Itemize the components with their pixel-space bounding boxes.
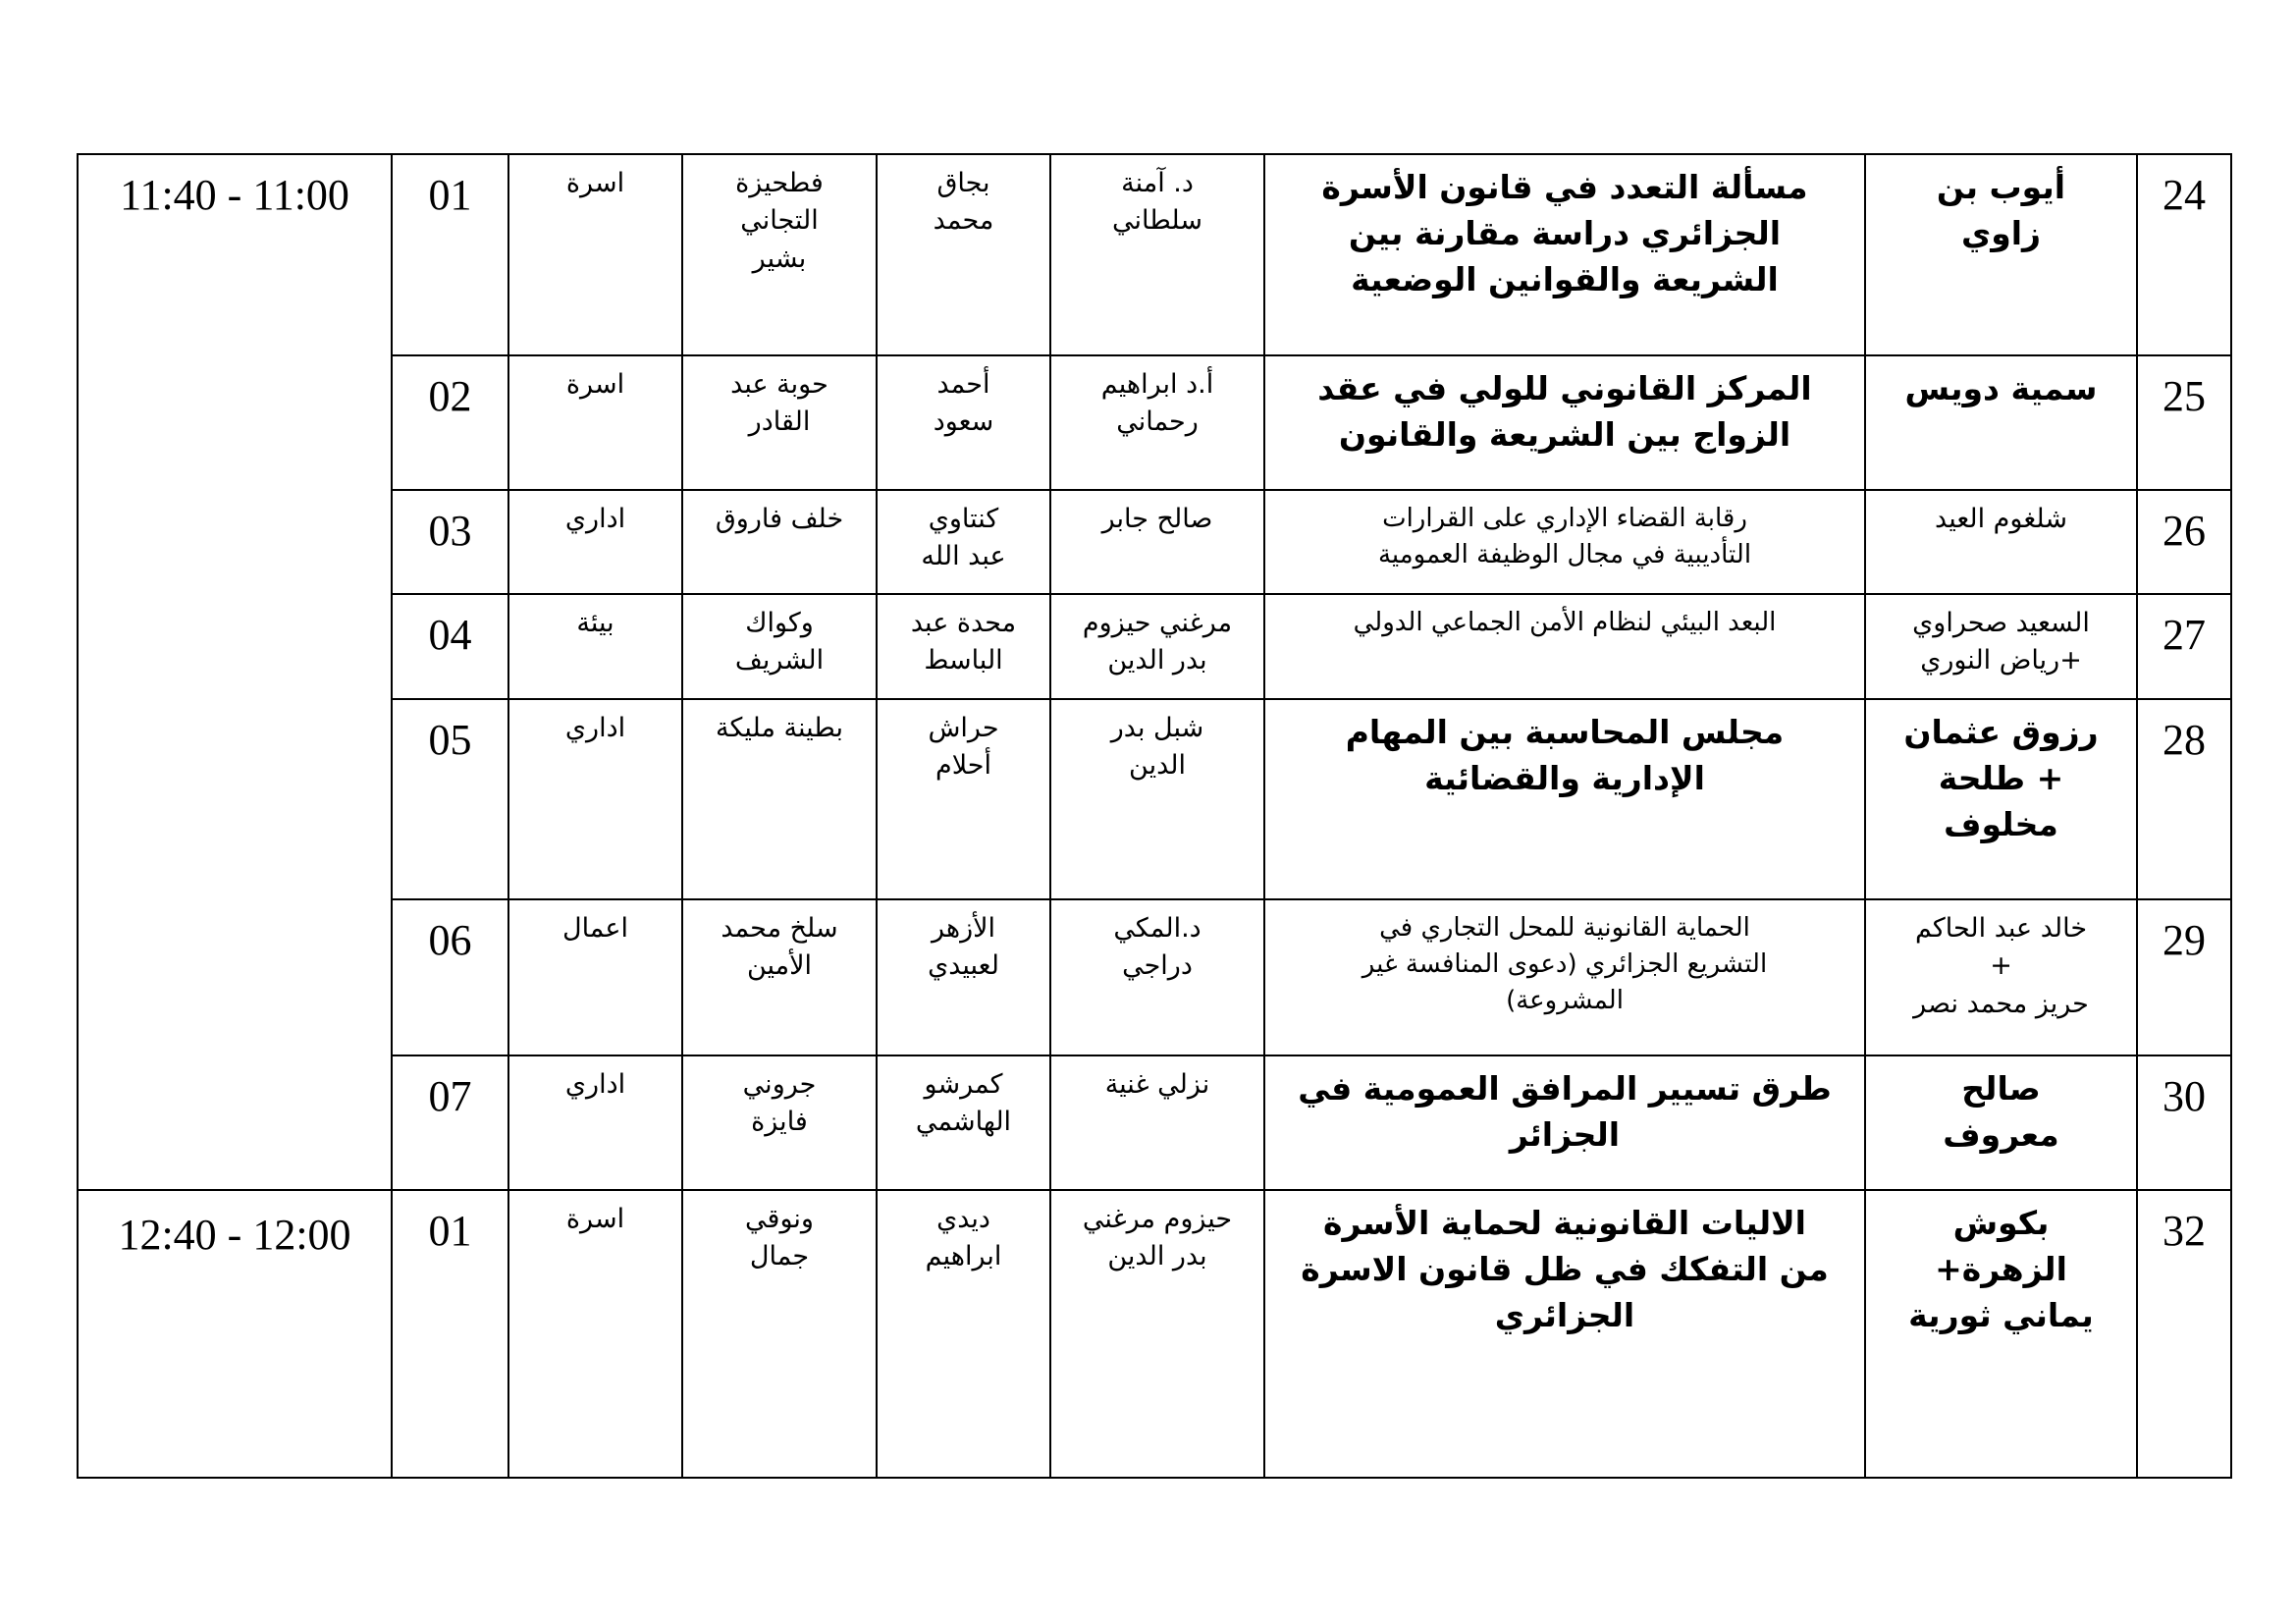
defense-schedule-table	[77, 153, 2232, 1479]
row-number: 32	[2137, 1190, 2231, 1478]
jury-president: حيزوم مرغني بدر الدين	[1050, 1190, 1264, 1478]
specialty: اسرة	[508, 154, 682, 355]
table-row	[78, 355, 2231, 490]
jury-president: شبل بدر الدين	[1050, 699, 1264, 899]
jury-president: أ.د ابراهيم رحماني	[1050, 355, 1264, 490]
group-number: 02	[392, 355, 508, 490]
specialty: اداري	[508, 490, 682, 594]
group-number: 04	[392, 594, 508, 699]
supervisor: وكواك الشريف	[682, 594, 877, 699]
jury-president: د. آمنة سلطاني	[1050, 154, 1264, 355]
jury-examiner: بجاق محمد	[877, 154, 1050, 355]
table-row	[78, 699, 2231, 899]
supervisor: جروني فايزة	[682, 1055, 877, 1190]
time-slot: 12:40 - 12:00	[78, 1190, 392, 1478]
jury-examiner: ديدي ابراهيم	[877, 1190, 1050, 1478]
jury-examiner: كمرشو الهاشمي	[877, 1055, 1050, 1190]
student-names: السعيد صحراوي +رياض النوري	[1865, 594, 2137, 699]
row-number: 27	[2137, 594, 2231, 699]
supervisor: بطينة مليكة	[682, 699, 877, 899]
specialty: اعمال	[508, 899, 682, 1055]
row-number: 28	[2137, 699, 2231, 899]
jury-president: صالح جابر	[1050, 490, 1264, 594]
table-row	[78, 1055, 2231, 1190]
group-number: 05	[392, 699, 508, 899]
group-number: 01	[392, 1190, 508, 1478]
supervisor: سلخ محمد الأمين	[682, 899, 877, 1055]
group-number: 03	[392, 490, 508, 594]
supervisor: ونوقي جمال	[682, 1190, 877, 1478]
supervisor: حوبة عبد القادر	[682, 355, 877, 490]
table-row	[78, 490, 2231, 594]
row-number: 30	[2137, 1055, 2231, 1190]
thesis-title: الاليات القانونية لحماية الأسرة من التفكك في ظل قانون الاسرة الجزائري	[1264, 1190, 1865, 1478]
row-number: 24	[2137, 154, 2231, 355]
group-number: 01	[392, 154, 508, 355]
time-slot: 11:40 - 11:00	[78, 154, 392, 1190]
group-number: 07	[392, 1055, 508, 1190]
table-row	[78, 154, 2231, 355]
student-names: خالد عبد الحاكم + حريز محمد نصر	[1865, 899, 2137, 1055]
thesis-title: البعد البيئي لنظام الأمن الجماعي الدولي	[1264, 594, 1865, 699]
schedule-sheet	[77, 153, 2230, 1477]
supervisor: خلف فاروق	[682, 490, 877, 594]
jury-president: مرغني حيزوم بدر الدين	[1050, 594, 1264, 699]
jury-examiner: أحمد سعود	[877, 355, 1050, 490]
table-row	[78, 594, 2231, 699]
specialty: اسرة	[508, 1190, 682, 1478]
student-names: بكوش الزهرة+ يماني ثورية	[1865, 1190, 2137, 1478]
table-row	[78, 1190, 2231, 1478]
student-names: أيوب بن زاوي	[1865, 154, 2137, 355]
student-names: شلغوم العيد	[1865, 490, 2137, 594]
thesis-title: مسألة التعدد في قانون الأسرة الجزائري دراسة مقارنة بين الشريعة والقوانين الوضعية	[1264, 154, 1865, 355]
jury-examiner: محدة عبد الباسط	[877, 594, 1050, 699]
row-number: 26	[2137, 490, 2231, 594]
thesis-title: الحماية القانونية للمحل التجاري في التشريع الجزائري (دعوى المنافسة غير المشروعة)	[1264, 899, 1865, 1055]
thesis-title: المركز القانوني للولي في عقد الزواج بين الشريعة والقانون	[1264, 355, 1865, 490]
jury-president: نزلي غنية	[1050, 1055, 1264, 1190]
thesis-title: مجلس المحاسبة بين المهام الإدارية والقضائية	[1264, 699, 1865, 899]
student-names: صالح معروف	[1865, 1055, 2137, 1190]
jury-examiner: كنتاوي عبد الله	[877, 490, 1050, 594]
group-number: 06	[392, 899, 508, 1055]
specialty: اداري	[508, 699, 682, 899]
student-names: سمية دويس	[1865, 355, 2137, 490]
row-number: 25	[2137, 355, 2231, 490]
jury-examiner: الأزهر لعبيدي	[877, 899, 1050, 1055]
thesis-title: طرق تسيير المرافق العمومية في الجزائر	[1264, 1055, 1865, 1190]
supervisor: فطحيزة التجاني بشير	[682, 154, 877, 355]
specialty: اسرة	[508, 355, 682, 490]
student-names: رزوق عثمان + طلحة مخلوف	[1865, 699, 2137, 899]
row-number: 29	[2137, 899, 2231, 1055]
thesis-title: رقابة القضاء الإداري على القرارات التأديبية في مجال الوظيفة العمومية	[1264, 490, 1865, 594]
jury-examiner: حراش أحلام	[877, 699, 1050, 899]
table-row	[78, 899, 2231, 1055]
specialty: اداري	[508, 1055, 682, 1190]
specialty: بيئة	[508, 594, 682, 699]
jury-president: د.المكي دراجي	[1050, 899, 1264, 1055]
